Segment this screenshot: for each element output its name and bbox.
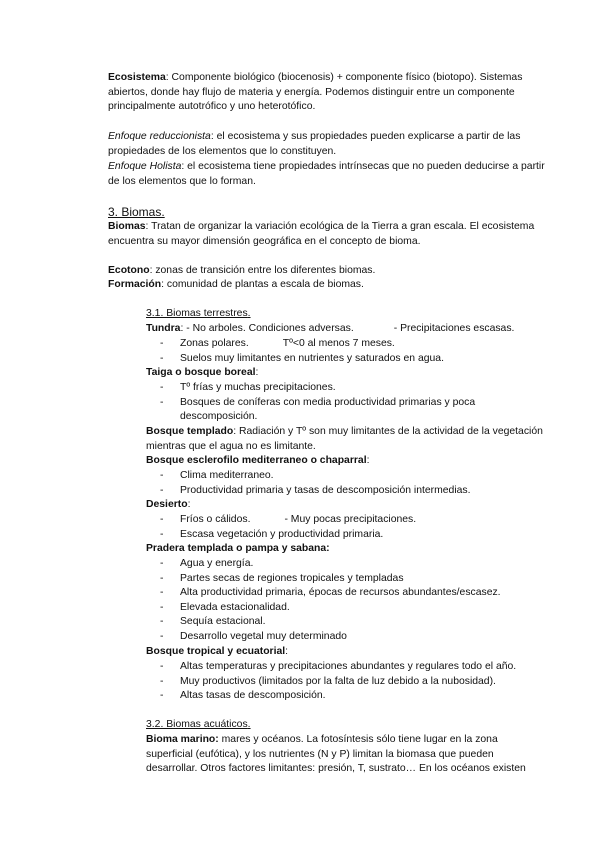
- tropical-item-2: Muy productivos (limitados por la falta de luz debido a la nubosidad).: [180, 675, 496, 687]
- desierto-item-2: Escasa vegetación y productividad primaria.: [180, 528, 384, 540]
- list-item: [160, 572, 550, 587]
- list-dash: -: [160, 382, 164, 393]
- list-item: [160, 528, 550, 543]
- desierto-list: [160, 513, 550, 542]
- formacion-text: : comunidad de plantas a escala de biomas.: [161, 279, 364, 290]
- list-dash: -: [160, 572, 164, 584]
- biomas-term: Biomas: [108, 221, 146, 232]
- tundra-item-1a: Zonas polares.: [180, 338, 249, 349]
- taiga-item-2: Bosques de coníferas con media productividad primarias y poca descomposición.: [180, 396, 476, 423]
- list-dash: -: [160, 661, 164, 672]
- ecotono-term: Ecotono: [108, 265, 150, 276]
- list-item: [160, 601, 550, 616]
- list-item: [160, 630, 550, 645]
- list-item: [160, 615, 550, 630]
- templado-term: Bosque templado: [146, 426, 234, 437]
- subsection-3-1-dot: .: [247, 308, 251, 319]
- reduccionista-text: : el ecosistema y sus propiedades pueden explicarse a partir de las propiedades de los elementos que lo constituyen.: [108, 131, 521, 157]
- tundra-item-2: Suelos muy limitantes en nutrientes y saturados en agua.: [180, 352, 444, 364]
- tropical-colon: :: [285, 646, 289, 657]
- list-dash: -: [160, 470, 164, 481]
- list-item: [160, 689, 550, 704]
- list-item: [160, 484, 550, 499]
- subsection-3-1-heading: [146, 307, 546, 322]
- list-dash: -: [160, 558, 164, 569]
- templado-text: : Radiación y Tº son muy limitantes de la actividad de la vegetación mientras que el agua no es limitante.: [146, 426, 543, 452]
- tundra-line1-b: - Precipitaciones escasas.: [393, 323, 515, 334]
- list-item: [160, 513, 550, 528]
- biomas-paragraph: [108, 220, 548, 249]
- esclerofilo-item-1: Clima mediterraneo.: [180, 470, 274, 481]
- desierto-heading: [146, 498, 546, 513]
- formacion-term: Formación: [108, 279, 162, 290]
- subsection-3-2-title: 3.2. Biomas acuáticos: [146, 719, 248, 730]
- formacion-paragraph: [108, 278, 548, 293]
- list-dash: -: [160, 514, 164, 525]
- tundra-line1-a: : - No arboles. Condiciones adversas.: [180, 323, 354, 334]
- list-item: [160, 675, 550, 690]
- desierto-term: Desierto: [146, 499, 188, 510]
- biomas-text: : Tratan de organizar la variación ecológica de la Tierra a gran escala. El ecosistema encuentra su mayor dimensión geográfica en el concepto de bioma.: [108, 221, 535, 247]
- tundra-item-1b: Tº<0 al menos 7 meses.: [282, 338, 395, 349]
- tundra-heading: [146, 322, 546, 337]
- pradera-heading: [146, 542, 546, 557]
- tundra-list: [160, 337, 550, 366]
- list-dash: -: [160, 616, 164, 628]
- list-item: [160, 396, 550, 425]
- ecotono-text: : zonas de transición entre los diferentes biomas.: [149, 265, 376, 276]
- list-dash: -: [160, 690, 164, 702]
- list-item: [160, 469, 550, 484]
- pradera-item-4: Elevada estacionalidad.: [180, 601, 290, 613]
- pradera-item-1: Agua y energía.: [180, 558, 254, 569]
- desierto-item-1b: - Muy pocas precipitaciones.: [284, 514, 417, 525]
- desierto-colon: :: [187, 499, 191, 510]
- ecosistema-paragraph: [108, 71, 548, 115]
- list-dash: -: [160, 528, 164, 540]
- list-item: [160, 660, 550, 675]
- subsection-3-2-dot: .: [247, 719, 251, 730]
- taiga-term: Taiga o bosque boreal: [146, 367, 256, 378]
- esclerofilo-item-2: Productividad primaria y tasas de descomposición intermedias.: [180, 484, 471, 496]
- list-item: [160, 337, 550, 352]
- esclerofilo-list: [160, 469, 550, 498]
- taiga-item-1: Tº frías y muchas precipitaciones.: [180, 382, 336, 393]
- list-dash: -: [160, 601, 164, 613]
- taiga-list: [160, 381, 550, 425]
- tropical-heading: [146, 645, 546, 660]
- esclerofilo-colon: :: [366, 455, 370, 466]
- list-dash: -: [160, 484, 164, 496]
- section-3-heading: 3. Biomas.: [108, 205, 165, 219]
- list-dash: -: [160, 587, 164, 599]
- tropical-item-3: Altas tasas de descomposición.: [180, 690, 326, 702]
- holista-text: : el ecosistema tiene propiedades intrínsecas que no pueden deducirse a partir de los elementos que lo forman.: [108, 161, 545, 187]
- holista-term: Enfoque Holista: [108, 161, 182, 172]
- esclerofilo-heading: [146, 454, 546, 469]
- ecosistema-term: Ecosistema: [108, 72, 166, 83]
- tropical-list: [160, 660, 550, 704]
- list-item: [160, 352, 550, 367]
- ecotono-paragraph: [108, 264, 548, 279]
- reduccionista-term: Enfoque reduccionista: [108, 131, 211, 142]
- desierto-item-1a: Fríos o cálidos.: [180, 514, 251, 525]
- pradera-list: [160, 557, 550, 645]
- list-item: [160, 557, 550, 572]
- subsection-3-2-heading: [146, 718, 546, 733]
- marino-term: Bioma marino:: [146, 734, 219, 745]
- tundra-term: Tundra: [146, 323, 181, 334]
- tropical-term: Bosque tropical y ecuatorial: [146, 646, 286, 657]
- marino-text: mares y océanos. La fotosíntesis sólo tiene lugar en la zona superficial (eufótica), y los nutrientes (N y P) limitan la biomasa que pueden desarrollar. Otros factores limitantes: presión, T, sustrato… En los océanos existen: [146, 734, 526, 775]
- templado-paragraph: [146, 425, 546, 454]
- ecosistema-text: : Componente biológico (biocenosis) + componente físico (biotopo). Sistemas abiertos, donde hay flujo de materia y energía. Podemos distinguir entre un componente principalmente autotrófico y uno heterotófico.: [108, 72, 523, 113]
- pradera-item-3: Alta productividad primaria, épocas de recursos abundantes/escasez.: [180, 587, 501, 599]
- subsection-3-1-title: 3.1. Biomas terrestres: [146, 308, 248, 319]
- list-dash: -: [160, 675, 164, 687]
- tropical-item-1: Altas temperaturas y precipitaciones abundantes y regulares todo el año.: [180, 661, 517, 672]
- pradera-term: Pradera templada o pampa y sabana:: [146, 543, 330, 554]
- list-dash: -: [160, 630, 164, 642]
- list-dash: -: [160, 338, 164, 349]
- list-item: [160, 586, 550, 601]
- taiga-colon: :: [255, 367, 259, 378]
- esclerofilo-term: Bosque esclerofilo mediterraneo o chaparral: [146, 455, 367, 466]
- pradera-item-5: Sequía estacional.: [180, 616, 266, 628]
- holista-paragraph: [108, 160, 548, 189]
- list-dash: -: [160, 352, 164, 364]
- marino-paragraph: [146, 733, 546, 777]
- list-item: [160, 381, 550, 396]
- pradera-item-2: Partes secas de regiones tropicales y templadas: [180, 572, 404, 584]
- list-dash: -: [160, 396, 164, 408]
- pradera-item-6: Desarrollo vegetal muy determinado: [180, 630, 347, 642]
- reduccionista-paragraph: [108, 130, 548, 159]
- taiga-heading: [146, 366, 546, 381]
